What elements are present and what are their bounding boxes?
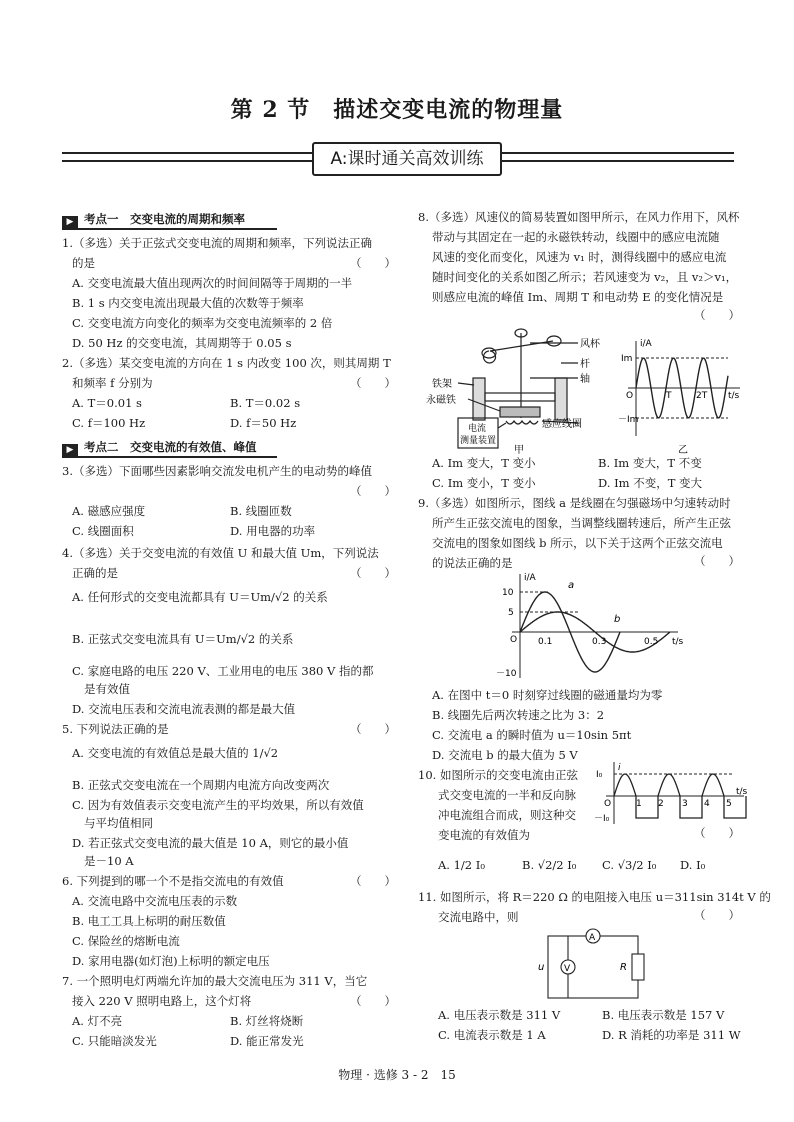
origin-label: O: [604, 799, 612, 809]
q6-option-c: C. 保险丝的熔断电流: [72, 934, 180, 948]
q7-option-c: C. 只能暗淡发光: [72, 1034, 157, 1048]
q7-stem-cont: 接入 220 V 照明电路上，这个灯将: [72, 994, 252, 1008]
q2-option-b: B. T＝0.02 s: [230, 396, 301, 410]
q4-stem-cont: 正确的是: [72, 566, 118, 580]
q1-option-c: C. 交变电流方向变化的频率为交变电流频率的 2 倍: [72, 316, 333, 330]
label-meter-2: 测量装置: [460, 436, 497, 446]
q9-option-c: C. 交流电 a 的瞬时值为 u＝10sin 5πt: [432, 728, 632, 742]
q3-stem: 3.（多选）下面哪些因素影响交流发电机产生的电动势的峰值: [62, 464, 372, 478]
axis-label-x: t/s: [672, 637, 684, 647]
q4-option-c: C. 家庭电路的电压 220 V、工业用电的电压 380 V 指的都: [72, 664, 374, 678]
answer-blank: （ ）: [694, 554, 740, 568]
q8-option-a: A. Im 变大，T 变小: [432, 456, 536, 470]
q1-stem-cont: 的是: [72, 256, 95, 270]
q9-option-b: B. 线圈先后两次转速之比为 3：2: [432, 708, 605, 722]
answer-blank: （ ）: [350, 722, 396, 736]
axis-label-x: t/s: [728, 391, 740, 401]
q2-stem-cont: 和频率 f 分别为: [72, 376, 153, 390]
q7-option-b: B. 灯丝将烧断: [230, 1014, 304, 1028]
right-column: [418, 208, 771, 1048]
ammeter-icon: A: [589, 933, 596, 943]
q10-option-b: B. √2/2 I₀: [522, 858, 577, 872]
q8-stem-2: 带动与其固定在一起的永磁铁转动，线圈中的感应电流随: [432, 230, 720, 244]
axis-label-y: i/A: [524, 573, 536, 583]
axis-label-y: i/A: [640, 339, 652, 349]
q1-stem: 1.（多选）关于正弦式交变电流的周期和频率，下列说法正确: [62, 236, 372, 250]
q10-option-d: D. I₀: [680, 858, 706, 872]
q5-option-c: C. 因为有效值表示交变电流产生的平均效果，所以有效值: [72, 798, 364, 812]
tick-label-5: 5: [726, 799, 732, 809]
axis-label-x: t/s: [736, 787, 748, 797]
tick-label-0-3: 0.3: [592, 637, 607, 647]
q9-option-d: D. 交流电 b 的最大值为 5 V: [432, 748, 578, 762]
page-footer: 物理 · 选修 3 - 2 15: [338, 1068, 456, 1082]
q4-option-a: A. 任何形式的交变电流都具有 U＝Um/√2 的关系: [72, 590, 328, 604]
q4-option-b: B. 正弦式交变电流具有 U＝Um/√2 的关系: [72, 632, 294, 646]
answer-blank: （ ）: [350, 994, 396, 1008]
section-heading-1: ▶ 考点一 交变电流的周期和频率: [62, 210, 245, 228]
q3-option-c: C. 线圈面积: [72, 524, 134, 538]
left-column: [62, 210, 402, 1050]
label-rod: 杆: [580, 359, 590, 370]
answer-blank: （ ）: [694, 908, 740, 922]
q4-option-c-cont: 是有效值: [84, 682, 130, 696]
q9-stem-3: 交流电的图象如图线 b 所示，以下关于这两个正弦交流电: [432, 536, 723, 550]
tick-label-0-1: 0.1: [538, 637, 553, 647]
q9-stem: 9.（多选）如图所示，图线 a 是线圈在匀强磁场中匀速转动时: [418, 496, 731, 510]
q10-option-c: C. √3/2 I₀: [602, 858, 657, 872]
q5-option-c-cont: 与平均值相同: [84, 816, 153, 830]
q6-stem: 6. 下列提到的哪一个不是指交流电的有效值: [62, 874, 284, 888]
origin-label: O: [510, 635, 518, 645]
label-frame: 铁架: [432, 379, 452, 390]
q5-option-a: A. 交变电流的有效值总是最大值的 1/√2: [72, 746, 279, 760]
tick-label-1: 1: [636, 799, 642, 809]
q11-option-a: A. 电压表示数是 311 V: [438, 1008, 561, 1022]
q4-stem: 4.（多选）关于交变电流的有效值 U 和最大值 Um，下列说法: [62, 546, 379, 560]
q8-option-b: B. Im 变大，T 不变: [598, 456, 702, 470]
tick-label-3: 3: [682, 799, 688, 809]
tick-label-0-5: 0.5: [644, 637, 659, 647]
q9-stem-4: 的说法正确的是: [432, 556, 513, 570]
anemometer-figure: [418, 323, 618, 456]
q5-option-d: D. 若正弦式交变电流的最大值是 10 A，则它的最小值: [72, 836, 349, 850]
q4-option-d: D. 交流电压表和交流电流表测的都是最大值: [72, 702, 296, 716]
q7-option-d: D. 能正常发光: [230, 1034, 304, 1048]
q5-stem: 5. 下列说法正确的是: [62, 722, 169, 736]
axis-label-y: i: [618, 763, 621, 773]
voltmeter-icon: V: [564, 964, 571, 974]
two-sine-graph: [488, 570, 688, 682]
tick-label-4: 4: [704, 799, 710, 809]
q11-stem: 11. 如图所示，将 R＝220 Ω 的电阻接入电压 u＝311sin 314t V 的: [418, 890, 771, 904]
circuit-diagram: [528, 926, 648, 1006]
tick-label-t: T: [666, 391, 672, 401]
answer-blank: （ ）: [350, 484, 396, 498]
q11-stem-2: 交流电路中，则: [438, 910, 519, 924]
pulse-current-graph: [594, 760, 756, 826]
arrow-icon: ▶: [62, 216, 78, 228]
q6-option-a: A. 交流电路中交流电压表的示数: [72, 894, 238, 908]
q11-option-c: C. 电流表示数是 1 A: [438, 1028, 546, 1042]
q2-option-a: A. T＝0.01 s: [72, 396, 142, 410]
tick-label-2: 2: [658, 799, 664, 809]
q2-stem: 2.（多选）某交变电流的方向在 1 s 内改变 100 次，则其周期 T: [62, 356, 391, 370]
q9-option-a: A. 在图中 t＝0 时刻穿过线圈的磁通量均为零: [432, 688, 663, 702]
q1-option-a: A. 交变电流最大值出现两次的时间间隔等于周期的一半: [72, 276, 353, 290]
q8-option-d: D. Im 不变，T 变大: [598, 476, 703, 490]
answer-blank: （ ）: [694, 308, 740, 322]
tick-label-10: 10: [502, 588, 514, 598]
tick-label-im: Im: [621, 354, 633, 364]
q10-option-a: A. 1/2 I₀: [438, 858, 485, 872]
q3-option-d: D. 用电器的功率: [230, 524, 316, 538]
q8-stem-5: 则感应电流的峰值 Im、周期 T 和电动势 E 的变化情况是: [432, 290, 724, 304]
curve-label-a: a: [568, 580, 575, 591]
q6-option-d: D. 家用电器(如灯泡)上标明的额定电压: [72, 954, 270, 968]
section-banner: A:课时通关高效训练: [312, 142, 502, 176]
q1-option-b: B. 1 s 内交变电流出现最大值的次数等于频率: [72, 296, 304, 310]
q6-option-b: B. 电工工具上标明的耐压数值: [72, 914, 226, 928]
q7-stem: 7. 一个照明电灯两端允许加的最大交流电压为 311 V，当它: [62, 974, 368, 988]
q5-option-d-cont: 是－10 A: [84, 854, 134, 868]
tick-label-neg-10: －10: [496, 669, 517, 679]
q2-option-d: D. f＝50 Hz: [230, 416, 297, 430]
q8-stem: 8.（多选）风速仪的简易装置如图甲所示，在风力作用下，风杯: [418, 210, 740, 224]
answer-blank: （ ）: [350, 376, 396, 390]
label-magnet: 永磁铁: [426, 395, 456, 406]
answer-blank: （ ）: [350, 256, 396, 270]
q10-stem-3: 冲电流组合而成，则这种交: [438, 808, 576, 822]
q8-stem-4: 随时间变化的关系如图乙所示；若风速变为 v₂，且 v₂＞v₁，: [432, 270, 738, 284]
q8-stem-3: 风速的变化而变化，风速为 v₁ 时，测得线圈中的感应电流: [432, 250, 727, 264]
current-time-graph-yi: [618, 336, 748, 456]
tick-label-2t: 2T: [696, 391, 708, 401]
q2-option-c: C. f＝100 Hz: [72, 416, 146, 430]
source-label: u: [538, 962, 545, 973]
tick-label-i0: I₀: [596, 770, 603, 780]
page-title: 第 2 节 描述交变电流的物理量: [230, 97, 564, 123]
section-underline: [62, 456, 277, 458]
q11-option-d: D. R 消耗的功率是 311 W: [602, 1028, 741, 1042]
q10-stem-4: 变电流的有效值为: [438, 828, 530, 842]
tick-label-neg-i0: －I₀: [594, 814, 610, 824]
q3-option-b: B. 线圈匝数: [230, 504, 292, 518]
curve-label-b: b: [614, 614, 621, 625]
tick-label-neg-im: －Im: [618, 415, 639, 425]
q11-option-b: B. 电压表示数是 157 V: [602, 1008, 725, 1022]
q5-option-b: B. 正弦式交变电流在一个周期内电流方向改变两次: [72, 778, 330, 792]
label-cup: 风杯: [580, 339, 600, 350]
section-underline: [62, 228, 277, 230]
arrow-icon: ▶: [62, 444, 78, 456]
origin-label: O: [626, 391, 634, 401]
label-shaft: 轴: [580, 374, 590, 385]
q7-option-a: A. 灯不亮: [72, 1014, 123, 1028]
label-yi: 乙: [678, 445, 688, 456]
label-coil: 感应线圈: [542, 419, 582, 430]
section-heading-2: ▶ 考点二 交变电流的有效值、峰值: [62, 438, 257, 456]
answer-blank: （ ）: [694, 826, 740, 840]
answer-blank: （ ）: [350, 874, 396, 888]
answer-blank: （ ）: [350, 566, 396, 580]
tick-label-5: 5: [508, 608, 514, 618]
q3-option-a: A. 磁感应强度: [72, 504, 146, 518]
label-meter-1: 电流: [468, 424, 487, 434]
resistor-label: R: [620, 962, 627, 973]
q10-stem: 10. 如图所示的交变电流由正弦: [418, 768, 578, 782]
q8-option-c: C. Im 变小，T 变小: [432, 476, 536, 490]
q9-stem-2: 所产生正弦交流电的图象，当调整线圈转速后，所产生正弦: [432, 516, 731, 530]
label-jia: 甲: [514, 445, 524, 456]
q10-stem-2: 式交变电流的一半和反向脉: [438, 788, 576, 802]
q1-option-d: D. 50 Hz 的交变电流，其周期等于 0.05 s: [72, 336, 292, 350]
